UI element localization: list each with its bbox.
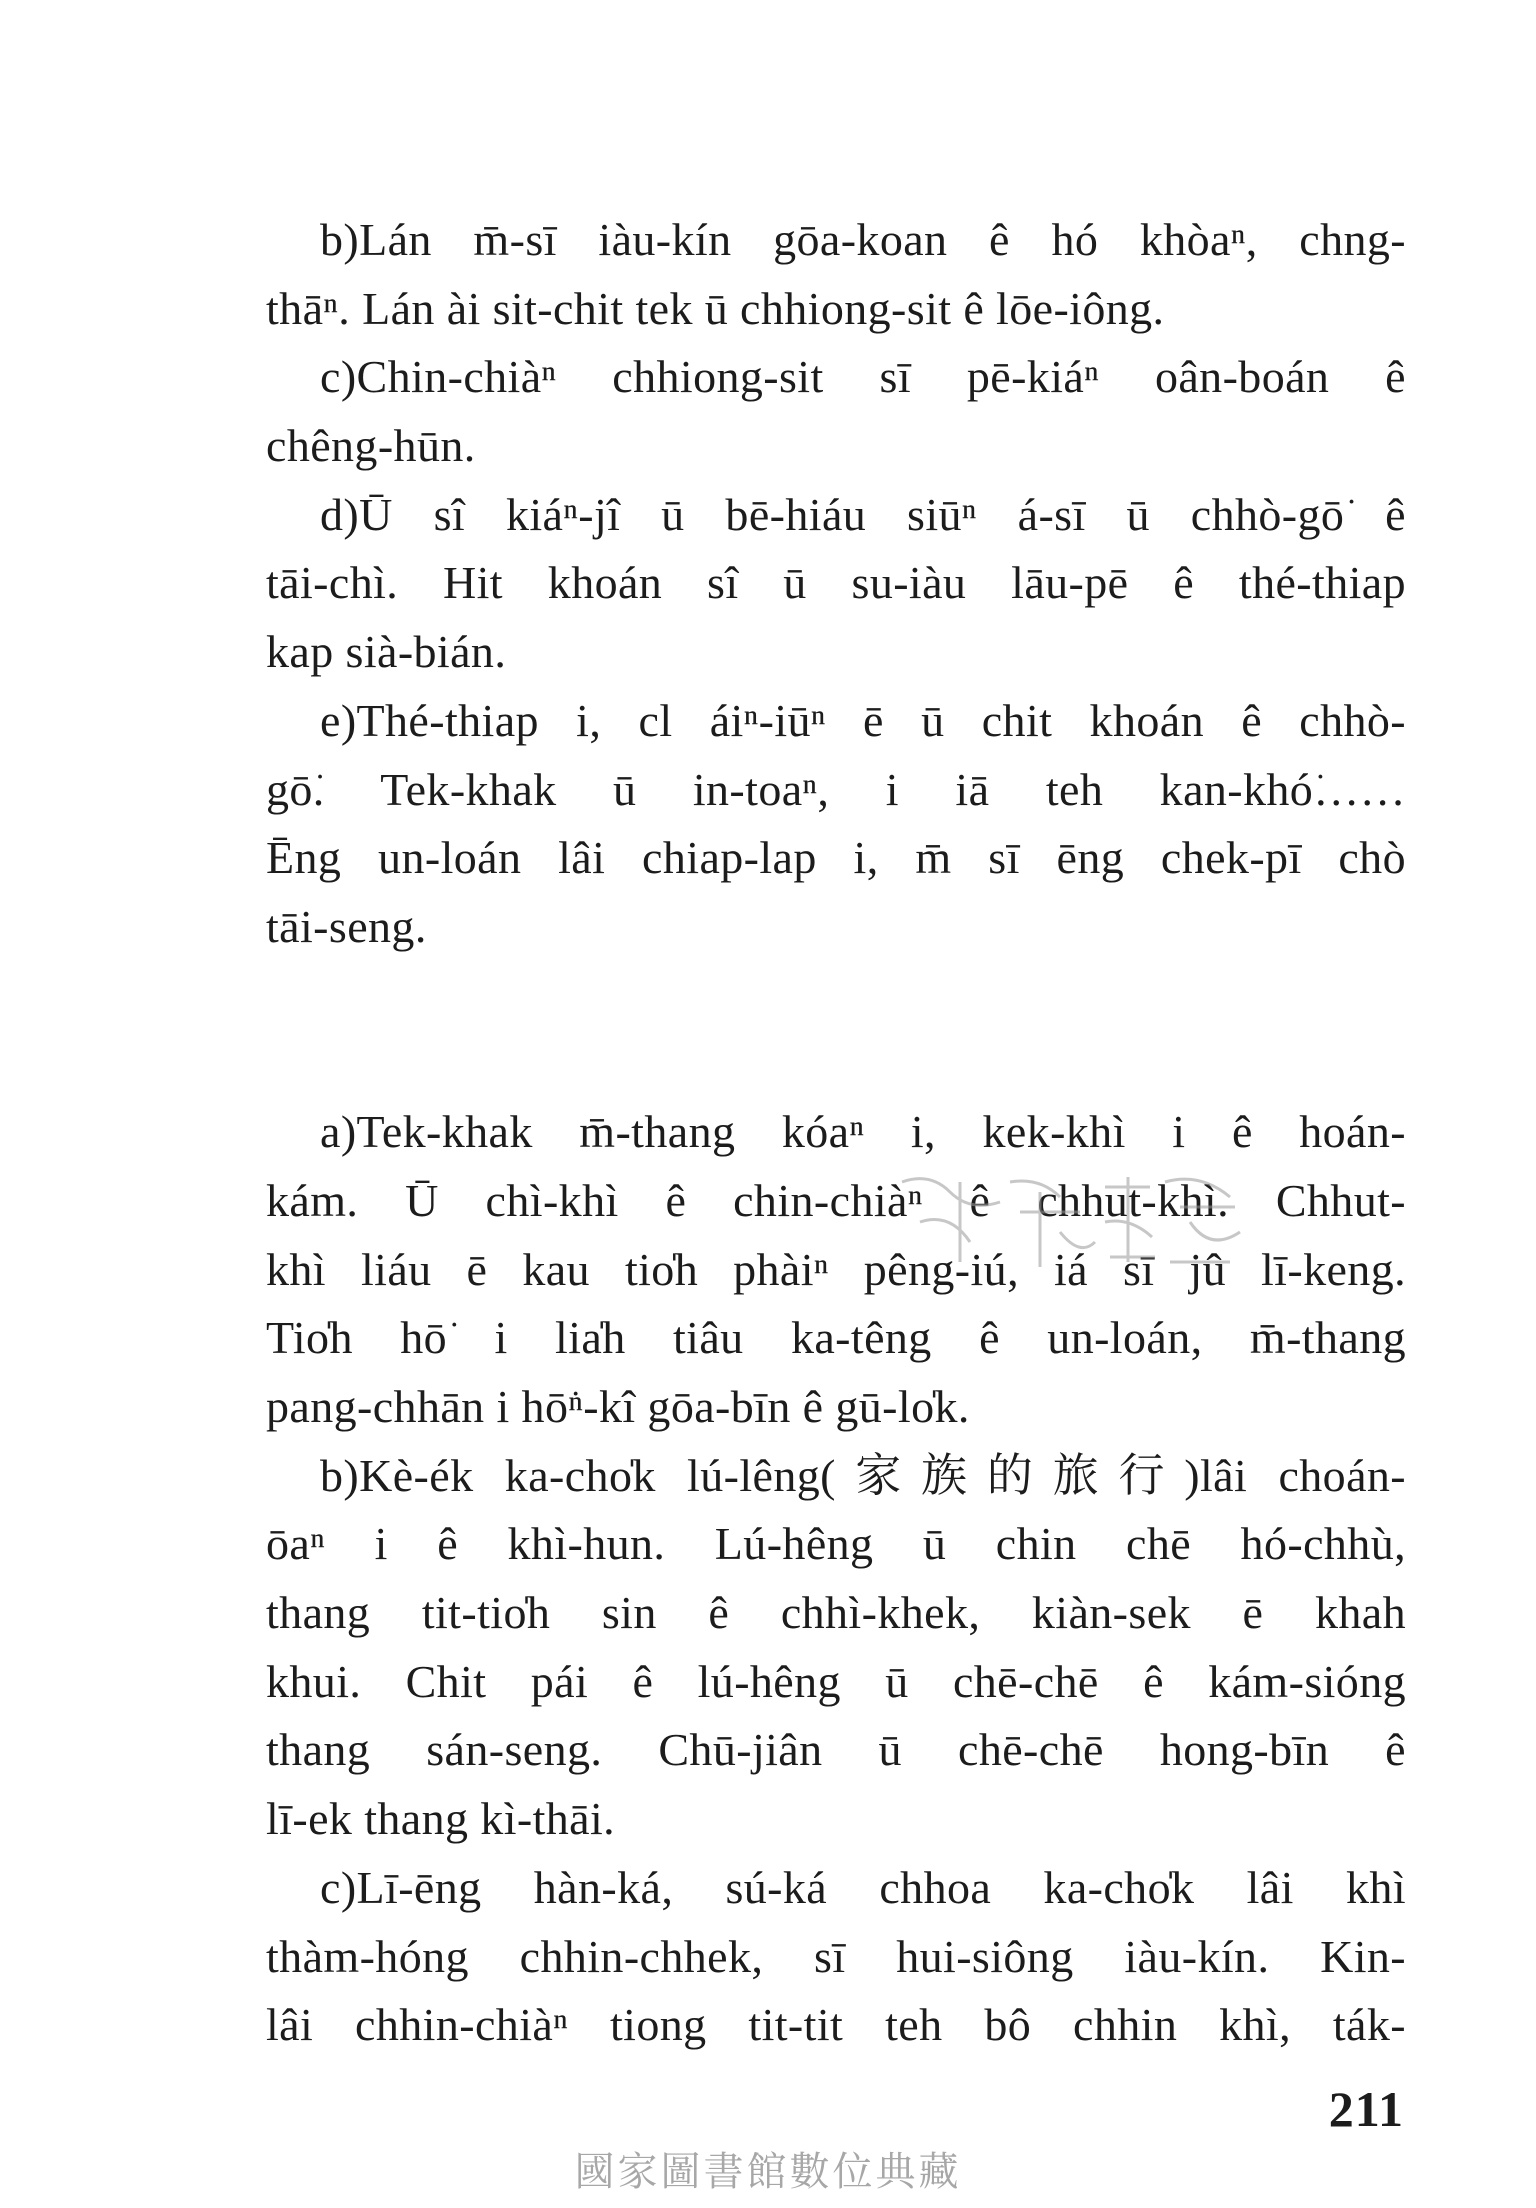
text-line: Tio̍h hō͘ i lia̍h tiâu ka-têng ê un-loán, m̄-thang (266, 1312, 1406, 1364)
text-line: b)Kè-ék ka-cho̍k lú-lêng(家族的旅行)lâi choán- (320, 1449, 1406, 1501)
text-line: thang tit-tio̍h sin ê chhì-khek, kiàn-sek ē khah (266, 1587, 1406, 1639)
text-line: a)Tek-khak m̄-thang kóaⁿ i, kek-khì i ê hoán- (320, 1106, 1406, 1158)
text-line: thang sán-seng. Chū-jiân ū chē-chē hong-bīn ê (266, 1724, 1406, 1776)
body-text (266, 206, 1406, 2060)
text-line: c)Lī-ēng hàn-ká, sú-ká chhoa ka-cho̍k lâi khì (320, 1861, 1406, 1913)
text-line: thàm-hóng chhin-chhek, sī hui-siông iàu-kín. Kin- (266, 1930, 1406, 1982)
text-line: khì liáu ē kau tio̍h phàiⁿ pêng-iú, iá sī jû lī-keng. (266, 1243, 1406, 1295)
text-line: lâi chhin-chiàⁿ tiong tit-tit teh bô chhin khì, ták- (266, 1999, 1406, 2051)
text-line: tāi-seng. (266, 900, 427, 952)
text-line: kap sià-bián. (266, 626, 507, 678)
text-line: pang-chhān i hō͘ⁿ-kî gōa-bīn ê gū-lo̍k. (266, 1381, 970, 1432)
text-line: kám. Ū chì-khì ê chin-chiàⁿ ê chhut-khì. Chhut- (266, 1174, 1406, 1226)
text-line: gō͘. Tek-khak ū in-toaⁿ, i iā teh kan-khó͘…… (266, 763, 1406, 815)
archive-footer: 國家圖書館數位典藏 (574, 2149, 962, 2195)
text-line: c)Chin-chiàⁿ chhiong-sit sī pē-kiáⁿ oân-boán ê (320, 351, 1406, 403)
text-line: khui. Chit pái ê lú-hêng ū chē-chē ê kám-sióng (266, 1655, 1406, 1707)
text-line: d)Ū sî kiáⁿ-jî ū bē-hiáu siūⁿ á-sī ū chhò-gō͘ ê (320, 488, 1406, 540)
taiwan-memory-watermark-icon (890, 1162, 1250, 1282)
text-line: ōaⁿ i ê khì-hun. Lú-hêng ū chin chē hó-chhù, (266, 1518, 1406, 1570)
text-line: tāi-chì. Hit khoán sî ū su-iàu lāu-pē ê thé-thiap (266, 557, 1406, 609)
page-number: 211 (1328, 2081, 1404, 2137)
section-heading (266, 1002, 1406, 1071)
text-line: Ēng un-loán lâi chiap-lap i, m̄ sī ēng chek-pī chò (266, 832, 1406, 884)
text-line: b)Lán m̄-sī iàu-kín gōa-koan ê hó khòaⁿ, chng- (320, 214, 1406, 265)
text-line: lī-ek thang kì-thāi. (266, 1793, 616, 1845)
text-line: thāⁿ. Lán ài sit-chit tek ū chhiong-sit ê lōe-iông. (266, 282, 1165, 334)
text-line: e)Thé-thiap i, cl áiⁿ-iūⁿ ē ū chit khoán ê chhò- (320, 694, 1406, 746)
text-line: chêng-hūn. (266, 420, 476, 472)
